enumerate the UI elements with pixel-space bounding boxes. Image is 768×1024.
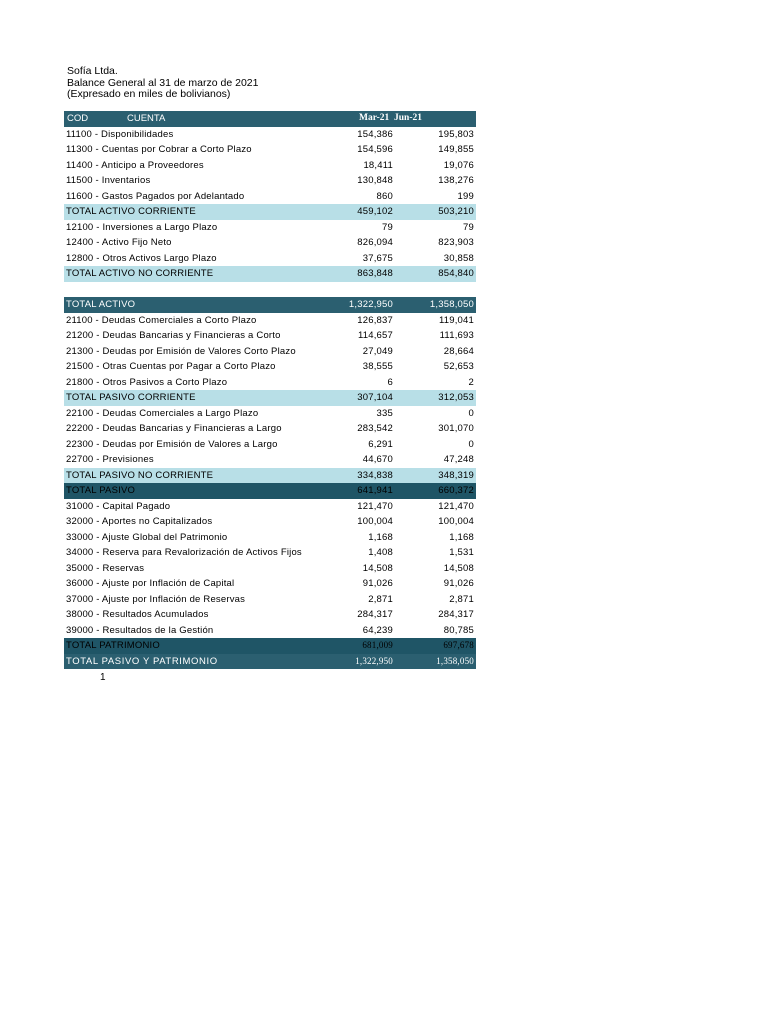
account-label: 21500 - Otras Cuentas por Pagar a Corto Plazo bbox=[66, 361, 276, 372]
account-label: 36000 - Ajuste por Inflación de Capital bbox=[66, 578, 235, 589]
report-subtitle: (Expresado en miles de bolivianos) bbox=[67, 88, 231, 100]
account-label: 22300 - Deudas por Emisión de Valores a Largo bbox=[66, 438, 278, 450]
value-mar21: 121,470 bbox=[357, 500, 393, 512]
value-mar21: 37,675 bbox=[362, 252, 393, 264]
value-jun21: 1,168 bbox=[449, 531, 474, 543]
value-mar21: 681,009 bbox=[362, 640, 393, 650]
account-label: 11100 - Disponibilidades bbox=[66, 128, 174, 140]
table-row bbox=[64, 158, 476, 174]
value-mar21: 27,049 bbox=[362, 345, 393, 357]
account-label: TOTAL PASIVO Y PATRIMONIO bbox=[66, 655, 218, 667]
value-mar21: 283,542 bbox=[357, 423, 393, 434]
value-mar21: 334,838 bbox=[357, 469, 393, 481]
value-mar21: 79 bbox=[382, 221, 393, 233]
table-row bbox=[64, 189, 476, 205]
report-title: Balance General al 31 de marzo de 2021 bbox=[67, 76, 259, 89]
value-jun21: 2,871 bbox=[449, 593, 474, 605]
value-mar21: 91,026 bbox=[362, 578, 393, 589]
value-jun21: 100,004 bbox=[438, 516, 474, 527]
table-row bbox=[64, 297, 476, 313]
value-jun21: 199 bbox=[457, 190, 474, 202]
page-number: 1 bbox=[100, 672, 106, 683]
value-jun21: 119,041 bbox=[438, 314, 474, 326]
account-label: 21200 - Deudas Bancarias y Financieras a Corto bbox=[66, 330, 281, 341]
value-mar21: 6 bbox=[387, 376, 393, 388]
table-row bbox=[64, 220, 476, 236]
account-label: TOTAL PASIVO NO CORRIENTE bbox=[66, 469, 214, 481]
value-jun21: 47,248 bbox=[443, 454, 474, 465]
account-label: 39000 - Resultados de la Gestión bbox=[66, 624, 214, 636]
account-label: TOTAL PASIVO bbox=[66, 485, 136, 496]
value-mar21: 100,004 bbox=[357, 516, 393, 527]
value-mar21: 6,291 bbox=[368, 438, 393, 450]
table-row bbox=[64, 638, 476, 654]
value-jun21: 138,276 bbox=[438, 175, 474, 186]
value-jun21: 284,317 bbox=[438, 609, 474, 620]
table-row bbox=[64, 406, 476, 422]
value-mar21: 114,657 bbox=[357, 330, 393, 341]
value-mar21: 1,322,950 bbox=[348, 299, 393, 310]
value-mar21: 335 bbox=[376, 407, 393, 419]
account-label: 31000 - Capital Pagado bbox=[66, 500, 171, 512]
value-mar21: 1,168 bbox=[368, 531, 393, 543]
table-row bbox=[64, 623, 476, 639]
value-jun21: 80,785 bbox=[443, 624, 474, 636]
table-row bbox=[64, 592, 476, 608]
value-jun21: 121,470 bbox=[438, 500, 474, 512]
table-row bbox=[64, 545, 476, 561]
account-label: TOTAL PASIVO CORRIENTE bbox=[66, 392, 196, 403]
value-mar21: 64,239 bbox=[362, 624, 393, 636]
value-mar21: 154,596 bbox=[357, 144, 393, 155]
column-header-mar21: Mar-21 bbox=[359, 113, 390, 123]
value-mar21: 154,386 bbox=[357, 128, 393, 140]
table-row bbox=[64, 328, 476, 344]
table-row bbox=[64, 530, 476, 546]
table-row bbox=[64, 344, 476, 360]
value-mar21: 307,104 bbox=[357, 392, 393, 403]
value-jun21: 79 bbox=[463, 221, 474, 233]
table-row bbox=[64, 514, 476, 530]
table-body bbox=[64, 127, 476, 670]
account-label: 22700 - Previsiones bbox=[66, 454, 154, 465]
value-jun21: 348,319 bbox=[438, 469, 474, 481]
value-jun21: 111,693 bbox=[439, 330, 474, 341]
value-mar21: 641,941 bbox=[357, 485, 393, 496]
table-row bbox=[64, 421, 476, 437]
value-mar21: 126,837 bbox=[357, 314, 393, 326]
value-mar21: 284,317 bbox=[357, 609, 393, 620]
value-jun21: 1,358,050 bbox=[436, 655, 474, 666]
table-row bbox=[64, 499, 476, 515]
account-label: 11400 - Anticipo a Proveedores bbox=[66, 159, 204, 171]
account-label: 34000 - Reserva para Revalorización de Activos Fijos bbox=[66, 547, 302, 558]
account-label: 12800 - Otros Activos Largo Plazo bbox=[66, 252, 217, 264]
table-row bbox=[64, 173, 476, 189]
value-jun21: 301,070 bbox=[438, 423, 474, 434]
value-mar21: 863,848 bbox=[357, 268, 393, 279]
value-mar21: 459,102 bbox=[357, 206, 393, 217]
table-row bbox=[64, 561, 476, 577]
value-jun21: 195,803 bbox=[438, 128, 474, 140]
account-label: TOTAL PATRIMONIO bbox=[66, 640, 160, 651]
table-row bbox=[64, 390, 476, 406]
value-jun21: 0 bbox=[468, 438, 474, 450]
value-jun21: 14,508 bbox=[443, 562, 474, 574]
account-label: 11500 - Inventarios bbox=[66, 175, 151, 186]
table-row bbox=[64, 483, 476, 499]
value-jun21: 1,531 bbox=[449, 547, 474, 558]
table-row bbox=[64, 251, 476, 267]
table-row bbox=[64, 235, 476, 251]
spacer-row bbox=[64, 282, 476, 298]
account-label: 12100 - Inversiones a Largo Plazo bbox=[66, 221, 218, 233]
value-jun21: 0 bbox=[468, 407, 474, 419]
value-mar21: 1,322,950 bbox=[355, 655, 393, 666]
value-jun21: 823,903 bbox=[438, 237, 474, 248]
value-jun21: 503,210 bbox=[438, 206, 474, 217]
account-label: 22100 - Deudas Comerciales a Largo Plazo bbox=[66, 407, 259, 419]
table-row bbox=[64, 576, 476, 592]
table-row bbox=[64, 204, 476, 220]
table-row bbox=[64, 437, 476, 453]
balance-sheet-table bbox=[64, 111, 476, 669]
table-row bbox=[64, 654, 476, 670]
value-mar21: 130,848 bbox=[357, 175, 393, 186]
account-label: TOTAL ACTIVO NO CORRIENTE bbox=[66, 268, 214, 279]
value-mar21: 1,408 bbox=[368, 547, 393, 558]
report-header bbox=[67, 66, 258, 101]
column-header-cod: COD bbox=[67, 113, 89, 124]
account-label: 22200 - Deudas Bancarias y Financieras a Largo bbox=[66, 423, 282, 434]
table-row bbox=[64, 266, 476, 282]
value-jun21: 52,653 bbox=[443, 361, 474, 372]
value-jun21: 149,855 bbox=[438, 144, 474, 155]
table-row bbox=[64, 313, 476, 329]
account-label: TOTAL ACTIVO bbox=[66, 299, 136, 310]
value-jun21: 28,664 bbox=[443, 345, 474, 357]
table-row bbox=[64, 127, 476, 143]
table-row bbox=[64, 359, 476, 375]
account-label: 38000 - Resultados Acumulados bbox=[66, 609, 209, 620]
value-jun21: 660,372 bbox=[438, 485, 474, 496]
value-jun21: 91,026 bbox=[443, 578, 474, 589]
account-label: 21300 - Deudas por Emisión de Valores Corto Plazo bbox=[66, 345, 296, 357]
value-jun21: 1,358,050 bbox=[429, 299, 474, 310]
table-row bbox=[64, 607, 476, 623]
account-label: 33000 - Ajuste Global del Patrimonio bbox=[66, 531, 228, 543]
account-label: TOTAL ACTIVO CORRIENTE bbox=[66, 206, 196, 217]
account-label: 32000 - Aportes no Capitalizados bbox=[66, 516, 213, 527]
column-header-row bbox=[64, 111, 476, 127]
table-row bbox=[64, 375, 476, 391]
column-header-cuenta: CUENTA bbox=[127, 113, 166, 124]
value-jun21: 30,858 bbox=[443, 252, 474, 264]
value-jun21: 2 bbox=[468, 376, 474, 388]
account-label: 21800 - Otros Pasivos a Corto Plazo bbox=[66, 376, 228, 388]
column-header-jun21: Jun-21 bbox=[394, 113, 422, 123]
value-jun21: 854,840 bbox=[438, 268, 474, 279]
value-mar21: 18,411 bbox=[363, 159, 393, 171]
value-mar21: 2,871 bbox=[368, 593, 393, 605]
account-label: 21100 - Deudas Comerciales a Corto Plazo bbox=[66, 314, 257, 326]
value-mar21: 44,670 bbox=[362, 454, 393, 465]
account-label: 37000 - Ajuste por Inflación de Reservas bbox=[66, 593, 246, 605]
account-label: 11300 - Cuentas por Cobrar a Corto Plazo bbox=[66, 144, 252, 155]
value-mar21: 826,094 bbox=[357, 237, 393, 248]
value-jun21: 312,053 bbox=[438, 392, 474, 403]
account-label: 12400 - Activo Fijo Neto bbox=[66, 237, 172, 248]
account-label: 35000 - Reservas bbox=[66, 562, 145, 574]
value-jun21: 19,076 bbox=[443, 159, 474, 171]
value-jun21: 697,678 bbox=[443, 640, 474, 650]
table-row bbox=[64, 142, 476, 158]
table-row bbox=[64, 468, 476, 484]
account-label: 11600 - Gastos Pagados por Adelantado bbox=[66, 190, 245, 202]
value-mar21: 860 bbox=[376, 190, 393, 202]
value-mar21: 14,508 bbox=[362, 562, 393, 574]
table-row bbox=[64, 452, 476, 468]
company-name: Sofía Ltda. bbox=[67, 65, 118, 77]
value-mar21: 38,555 bbox=[362, 361, 393, 372]
